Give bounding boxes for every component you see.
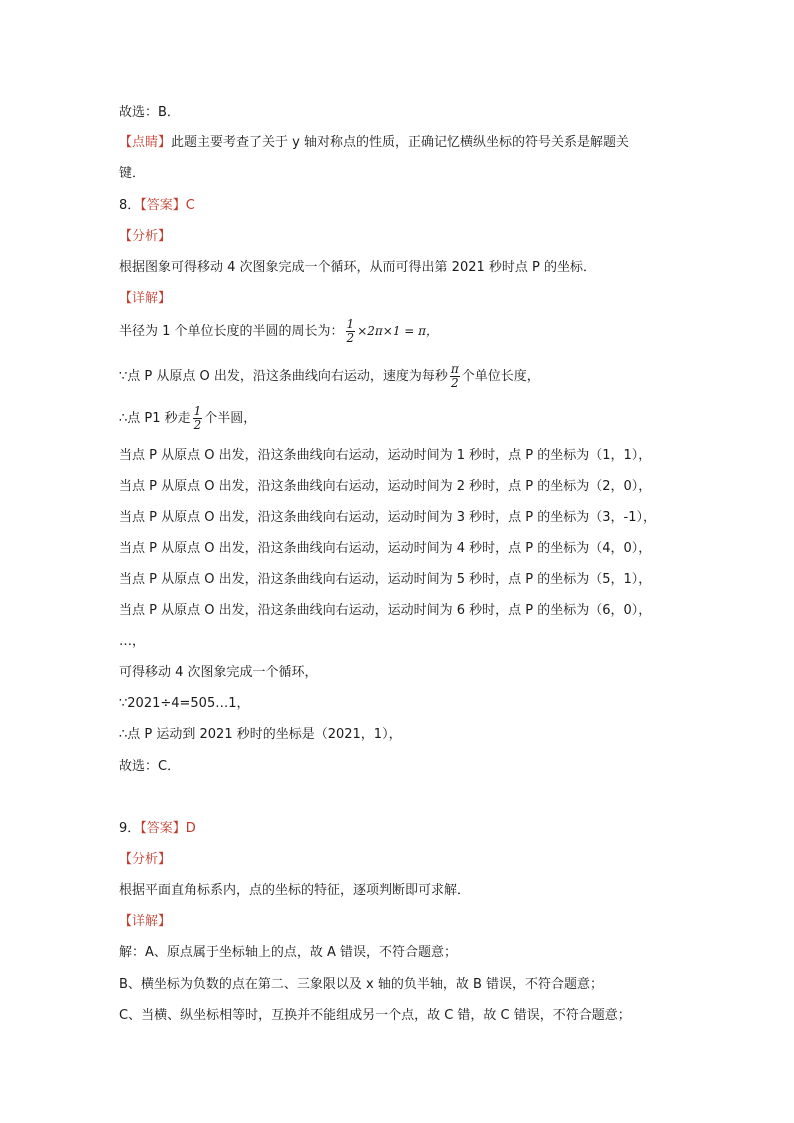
text-span: 此题主要考查了关于 y 轴对称点的性质，正确记忆横纵坐标的符号关系是解题关 bbox=[171, 135, 629, 150]
text-span: ∵点 P 从原点 O 出发，沿这条曲线向右运动，速度为每秒 bbox=[119, 369, 448, 384]
fraction bbox=[346, 318, 356, 345]
text-line: 当点 P 从原点 O 出发，沿这条曲线向右运动，运动时间为 1 秒时，点 P 的坐标为（1，1）， bbox=[119, 448, 652, 463]
text-span: 半径为 1 个单位长度的半圆的周长为： bbox=[119, 324, 344, 339]
math-expression: ×2π×1 = π， bbox=[357, 324, 439, 338]
text-line: 解：A、原点属于坐标轴上的点，故 A 错误，不符合题意； bbox=[119, 945, 458, 960]
text-line: 当点 P 从原点 O 出发，沿这条曲线向右运动，运动时间为 3 秒时，点 P 的坐标为（3，-1）， bbox=[119, 510, 656, 525]
section-tag: 【详解】 bbox=[119, 914, 172, 929]
fraction-numerator: π bbox=[450, 362, 459, 376]
text-line: …， bbox=[119, 634, 146, 649]
text-line: 可得移动 4 次图象完成一个循环， bbox=[119, 665, 318, 680]
text-line: ∴点 P 运动到 2021 秒时的坐标是（2021，1）， bbox=[119, 727, 402, 742]
text-span: 个半圆， bbox=[204, 411, 257, 426]
section-tag: 【详解】 bbox=[119, 291, 172, 306]
text-line: 键． bbox=[119, 166, 146, 181]
answer-value: C bbox=[185, 198, 195, 213]
fraction-numerator: 1 bbox=[193, 404, 202, 418]
answer-value: D bbox=[185, 821, 196, 836]
fraction-numerator: 1 bbox=[346, 317, 355, 331]
question-heading bbox=[119, 820, 196, 838]
section-tag: 【分析】 bbox=[119, 229, 172, 244]
text-line: 当点 P 从原点 O 出发，沿这条曲线向右运动，运动时间为 5 秒时，点 P 的坐标为（5，1）， bbox=[119, 572, 652, 587]
text-span: 个单位长度， bbox=[461, 369, 540, 384]
formula-line bbox=[119, 405, 256, 432]
fraction bbox=[450, 363, 460, 390]
question-number: 9． bbox=[119, 821, 141, 836]
fraction-denominator: 2 bbox=[346, 331, 355, 345]
fraction-denominator: 2 bbox=[451, 376, 459, 390]
text-line: 根据平面直角标系内，点的坐标的特征，逐项判断即可求解． bbox=[119, 883, 471, 898]
text-line: B、横坐标为负数的点在第二、三象限以及 x 轴的负半轴，故 B 错误，不符合题意； bbox=[119, 977, 604, 992]
text-line: 故选：C． bbox=[119, 759, 181, 774]
text-line: 当点 P 从原点 O 出发，沿这条曲线向右运动，运动时间为 4 秒时，点 P 的坐标为（4，0）， bbox=[119, 541, 652, 556]
text-line: 当点 P 从原点 O 出发，沿这条曲线向右运动，运动时间为 6 秒时，点 P 的坐标为（6，0）， bbox=[119, 603, 652, 618]
section-tag: 【点睛】 bbox=[119, 135, 172, 150]
text-line: C、当横、纵坐标相等时，互换并不能组成另一个点，故 C 错，故 C 错误，不符合题意； bbox=[119, 1008, 631, 1023]
fraction-denominator: 2 bbox=[193, 418, 202, 432]
text-line bbox=[119, 134, 629, 152]
text-line: 根据图象可得移动 4 次图象完成一个循环，从而可得出第 2021 秒时点 P 的坐标． bbox=[119, 260, 596, 275]
fraction bbox=[193, 405, 203, 432]
question-number: 8． bbox=[119, 198, 141, 213]
text-line: 当点 P 从原点 O 出发，沿这条曲线向右运动，运动时间为 2 秒时，点 P 的坐标为（2，0）， bbox=[119, 479, 652, 494]
formula-line bbox=[119, 318, 438, 345]
text-span: ∴点 P1 秒走 bbox=[119, 411, 191, 426]
text-line: ∵2021÷4=505…1， bbox=[119, 696, 250, 711]
section-tag: 【答案】 bbox=[140, 821, 186, 836]
section-tag: 【分析】 bbox=[119, 852, 172, 867]
formula-line bbox=[119, 363, 540, 390]
section-tag: 【答案】 bbox=[140, 198, 186, 213]
text-line: 故选：B． bbox=[119, 105, 180, 120]
question-heading bbox=[119, 197, 195, 215]
